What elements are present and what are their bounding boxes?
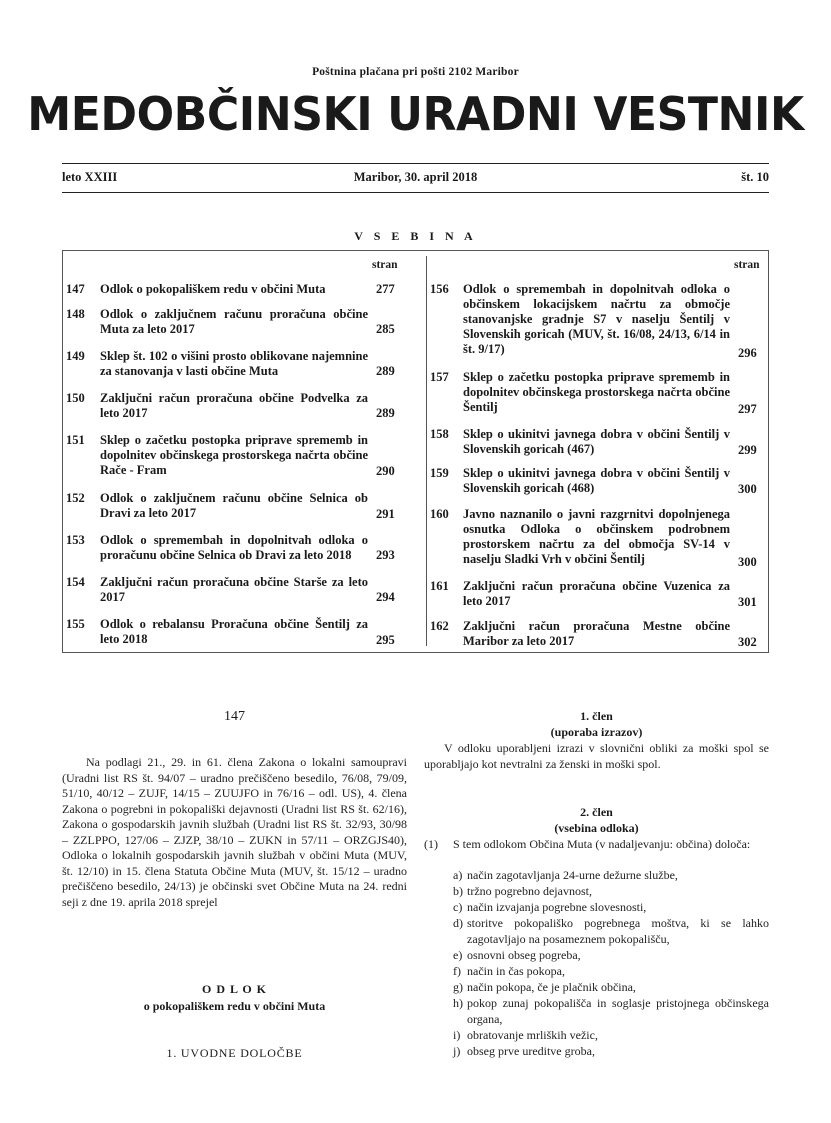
article-preamble: Na podlagi 21., 29. in 61. člena Zakona o lokalni samoupravi (Uradni list RS št. 94/07 – uradno prečiščeno besedilo, 76/08, 79/09, 51/10, 40/12 – ZUJF, 14/15 – ZUUJFO in 76/16 – odl. US), 4. člena Zakona o pogrebni in pokopališki dejavnosti (Uradni list RS št. 62/16), Zakona o gospodarskih javnih službah (Uradni list RS št. 32/93, 30/98 – ZZLPPO, 127/06 – ZJZP, 38/10 – ZUKN in 57/11 – ORZGJS40), Odloka o lokalnih gospodarskih javnih službah v občini Muta (MUV, št. 12/10) in 15. člena Statuta Občine Muta (MUV, št. 15/12 – uradno prečiščeno besedilo, 24/13) je občinski svet Občine Muta na 24. redni seji z dne 19. aprila 2018 sprejel: [62, 755, 407, 909]
toc-entry-num: 151: [66, 433, 85, 447]
list-item-text: obseg prve ureditve groba,: [467, 1044, 595, 1058]
toc-entry-page: 277: [376, 282, 395, 296]
toc-entry-page: 295: [376, 633, 395, 647]
toc-entry-title[interactable]: Zaključni račun proračuna občine Vuzenica za leto 2017: [463, 579, 730, 608]
list-item-label: c): [453, 900, 463, 914]
toc-entry-title[interactable]: Sklep o ukinitvi javnega dobra v občini Šentilj v Slovenskih goricah (468): [463, 466, 730, 495]
toc-entry-title[interactable]: Odlok o pokopališkem redu v občini Muta: [100, 282, 326, 296]
toc-entry-page: 285: [376, 322, 395, 336]
list-item: [453, 916, 769, 947]
toc-entry-num: 160: [430, 507, 449, 521]
toc-entry-num: 156: [430, 282, 449, 296]
list-item: [453, 996, 769, 1027]
toc-entry-page: 289: [376, 364, 395, 378]
list-item-label: h): [453, 996, 463, 1010]
toc-entry-num: 149: [66, 349, 85, 363]
toc-entry-num: 162: [430, 619, 449, 633]
list-item: [453, 1044, 769, 1060]
toc-entry-page: 299: [738, 443, 757, 457]
toc-entry-title[interactable]: Zaključni račun proračuna občine Podvelka za leto 2017: [100, 391, 368, 420]
toc-entry-page: 300: [738, 555, 757, 569]
clen2-title: 2. člen: [580, 805, 613, 819]
toc-heading: V S E B I N A: [354, 229, 477, 243]
odlok-subtitle: o pokopališkem redu v občini Muta: [143, 999, 326, 1013]
toc-entry-page: 293: [376, 548, 395, 562]
list-item-label: i): [453, 1028, 461, 1042]
list-item-text: tržno pogrebno dejavnost,: [467, 884, 592, 898]
postage-note: Poštnina plačana pri pošti 2102 Maribor: [312, 66, 519, 78]
list-item-label: a): [453, 868, 463, 882]
toc-entry-title[interactable]: Sklep o ukinitvi javnega dobra v občini Šentilj v Slovenskih goricah (467): [463, 427, 730, 456]
toc-entry-title[interactable]: Zaključni račun proračuna Mestne občine Maribor za leto 2017: [463, 619, 730, 648]
list-item-text: način izvajanja pogrebne slovesnosti,: [467, 900, 647, 914]
toc-entry-num: 157: [430, 370, 449, 384]
toc-entry-num: 159: [430, 466, 449, 480]
list-item: [453, 948, 769, 964]
toc-entry-title[interactable]: Sklep o začetku postopka priprave sprememb in dopolnitev občinskega prostorskega načrta občine Rače - Fram: [100, 433, 368, 477]
toc-entry-page: 290: [376, 464, 395, 478]
toc-entry-num: 148: [66, 307, 85, 321]
toc-entry-page: 289: [376, 406, 395, 420]
list-item-text: pokop zunaj pokopališča in soglasje pristojnega občinskega organa,: [467, 996, 769, 1026]
toc-entry-num: 155: [66, 617, 85, 631]
toc-entry-num: 158: [430, 427, 449, 441]
list-item-text: način pokopa, če je plačnik občina,: [467, 980, 636, 994]
toc-entry-title[interactable]: Javno naznanilo o javni razgrnitvi dopolnjenega osnutka Odloka o občinskem podrobnem prostorskem načrtu za del območja SV-14 v naselju Sladki Vrh v občini Šentilj: [463, 507, 730, 566]
list-item-label: d): [453, 916, 463, 930]
list-item-label: e): [453, 948, 463, 962]
list-item-text: način in čas pokopa,: [467, 964, 565, 978]
list-item-text: storitve pokopališko pogrebnega moštva, ki se lahko zagotavljajo na posameznem pokopališču,: [467, 916, 769, 946]
list-item: [453, 900, 769, 916]
issue-number: št. 10: [741, 170, 769, 184]
toc-column-divider: [426, 256, 427, 646]
toc-entry-num: 152: [66, 491, 85, 505]
odlok-title: O D L O K: [201, 982, 267, 996]
clen1-text: V odloku uporabljeni izrazi v slovnični obliki za moški spol se uporabljajo kot nevtralni za ženski in moški spol.: [424, 741, 769, 771]
list-item: [453, 980, 769, 996]
masthead-rule-top: [62, 163, 769, 164]
toc-entry-title[interactable]: Odlok o zaključnem računu proračuna občine Muta za leto 2017: [100, 307, 368, 336]
toc-entry-num: 161: [430, 579, 449, 593]
list-item-text: osnovni obseg pogreba,: [467, 948, 581, 962]
list-item: [453, 1028, 769, 1044]
list-item-text: način zagotavljanja 24-urne dežurne službe,: [467, 868, 678, 882]
chapter-heading: 1. UVODNE DOLOČBE: [166, 1046, 303, 1060]
clen1-title: 1. člen: [580, 709, 613, 723]
toc-entry-page: 294: [376, 590, 395, 604]
clen2-paragraph-text: S tem odlokom Občina Muta (v nadaljevanju: občina) določa:: [453, 837, 751, 851]
toc-entry-title[interactable]: Odlok o zaključnem računu občine Selnica ob Dravi za leto 2017: [100, 491, 368, 520]
toc-entry-title[interactable]: Odlok o spremembah in dopolnitvah odloka o občinskem lokacijskem načrtu za območje stanovanjske gradnje S7 v naselju Šentilj v Slovenskih goricah (MUV, št. 16/08, 24/13, 6/14 in št. 9/17): [463, 282, 730, 356]
toc-entry-num: 154: [66, 575, 85, 589]
list-item: [453, 964, 769, 980]
masthead-title: MEDOBČINSKI URADNI VESTNIK: [27, 87, 804, 141]
toc-entry-title[interactable]: Odlok o spremembah in dopolnitvah odloka o proračunu občine Selnica ob Dravi za leto 2018: [100, 533, 368, 562]
issue-year: leto XXIII: [62, 170, 118, 184]
toc-entry-page: 297: [738, 402, 757, 416]
list-item-label: j): [453, 1044, 461, 1058]
issue-line: [62, 170, 769, 188]
toc-stran-label-left: stran: [372, 259, 398, 271]
masthead-rule-bottom: [62, 192, 769, 193]
toc-entry-title[interactable]: Odlok o rebalansu Proračuna občine Šentilj za leto 2018: [100, 617, 368, 646]
toc-entry-page: 291: [376, 507, 395, 521]
toc-entry-page: 302: [738, 635, 757, 649]
toc-entry-num: 153: [66, 533, 85, 547]
clen2-paragraph-number: (1): [424, 837, 438, 851]
clen2-subtitle: (vsebina odloka): [554, 821, 639, 835]
toc-entry-title[interactable]: Zaključni račun proračuna občine Starše za leto 2017: [100, 575, 368, 604]
clen1-subtitle: (uporaba izrazov): [550, 725, 643, 739]
issue-date: Maribor, 30. april 2018: [353, 170, 478, 184]
list-item-label: g): [453, 980, 463, 994]
toc-entry-num: 147: [66, 282, 85, 296]
toc-entry-page: 300: [738, 482, 757, 496]
toc-entry-num: 150: [66, 391, 85, 405]
toc-entry-title[interactable]: Sklep št. 102 o višini prosto oblikovane najemnine za stanovanja v lasti občine Muta: [100, 349, 368, 378]
toc-entry-page: 301: [738, 595, 757, 609]
list-item-label: b): [453, 884, 463, 898]
toc-stran-label-right: stran: [734, 259, 760, 271]
list-item: [453, 868, 769, 884]
list-item-label: f): [453, 964, 461, 978]
toc-entry-page: 296: [738, 346, 757, 360]
list-item: [453, 884, 769, 900]
toc-entry-title[interactable]: Sklep o začetku postopka priprave sprememb in dopolnitev občinskega prostorskega načrta občine Šentilj: [463, 370, 730, 414]
article-number: 147: [224, 709, 245, 724]
list-item-text: obratovanje mrliških vežic,: [467, 1028, 598, 1042]
